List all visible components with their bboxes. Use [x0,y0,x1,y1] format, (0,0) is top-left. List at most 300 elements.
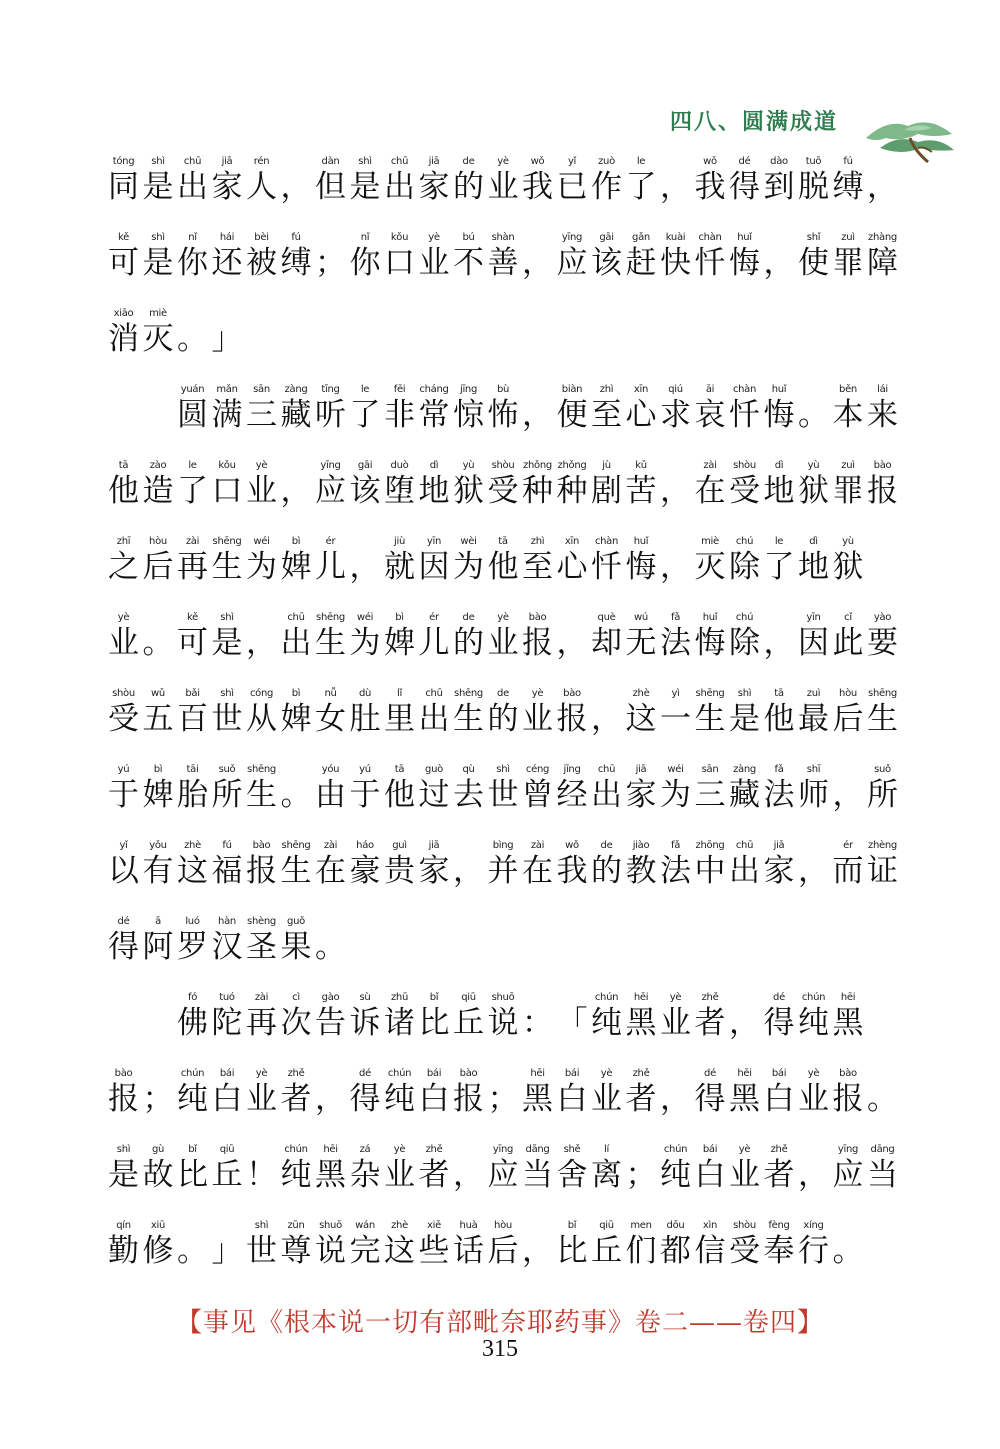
hanzi: 心 [556,549,588,585]
pinyin: gāi [357,460,373,471]
hanzi: 缚 [280,245,312,281]
hanzi: 被 [246,245,277,281]
pinyin: zhī [116,536,131,547]
pinyin: bái [219,1068,235,1079]
pinyin: shēng [316,612,345,623]
pinyin: zài [323,840,338,851]
pinyin: guò [425,764,443,775]
pinyin: zhèng [868,840,897,851]
hanzi: 婢 [142,777,174,813]
hanzi: 生 [453,701,484,737]
hanzi: 「 [556,1005,588,1041]
hanzi: 非 [384,397,415,433]
pinyin: shēng [212,536,242,547]
hanzi: 家 [418,169,450,205]
pinyin: shēng [247,764,276,775]
hanzi: 可 [108,245,139,281]
hanzi: 白 [418,1081,450,1117]
pinyin: zào [149,460,167,471]
hanzi: 经 [556,777,588,813]
pinyin: shì [220,612,234,623]
pinyin: chū [597,764,616,775]
pinyin: shòu [733,1220,756,1231]
hanzi: 的 [453,169,484,205]
pinyin: yào [873,612,892,623]
hanzi: 百 [177,701,208,737]
hanzi: 出 [591,777,622,813]
page-number: 315 [482,1336,518,1362]
hanzi: 世 [246,1233,277,1269]
pinyin: bái [771,1068,787,1079]
pinyin: yóu [321,764,340,775]
hanzi: 五 [142,701,174,737]
pinyin: jiù [394,536,405,547]
pinyin: suǒ [218,764,236,775]
pinyin: chún [180,1068,205,1079]
pinyin: bìng [492,840,514,851]
char-cell [865,840,900,889]
hanzi: 白 [211,1081,243,1117]
pinyin: yè [669,992,682,1003]
pinyin: chú [735,612,754,623]
pinyin: jiā [773,840,785,851]
hanzi: 黑 [832,1005,864,1041]
pinyin: dào [770,156,788,167]
hanzi: 是 [349,169,381,205]
chapter-title: 四八、圆满成道 [670,109,839,135]
pinyin: zài [254,992,269,1003]
pinyin: dì [774,460,784,471]
hanzi: 造 [142,473,174,509]
pinyin: gào [321,992,340,1003]
hanzi: 灭 [694,549,726,585]
char-cell [831,1068,866,1117]
pinyin: le [636,156,646,167]
hanzi: 这 [384,1233,415,1269]
pinyin: shòu [112,688,135,699]
pinyin: xiē [427,1220,441,1231]
pinyin: rén [253,156,270,167]
pinyin: bú [462,232,475,243]
pinyin: wǔ [151,688,165,699]
pinyin: jù [602,460,611,471]
hanzi: 。 [280,777,312,813]
char-cell [279,916,314,965]
hanzi: 他 [487,549,519,585]
pinyin: yù [462,460,475,471]
hanzi: 陀 [211,1005,243,1041]
pinyin: yè [428,232,440,243]
hanzi: ， [729,1005,760,1041]
pinyin: chū [735,840,754,851]
hanzi: ， [660,473,691,509]
char-cell [244,764,279,813]
hanzi: 是 [142,169,174,205]
pinyin: duò [390,460,409,471]
hanzi: 在 [522,853,553,889]
pinyin: bào [114,1068,133,1079]
hanzi: 悔 [625,549,657,585]
pinyin: bào [252,840,271,851]
hanzi: 堕 [384,473,415,509]
hanzi: 罪 [832,245,864,281]
hanzi: 惊 [453,397,484,433]
hanzi: 诉 [349,1005,381,1041]
hanzi: 报 [453,1081,484,1117]
pinyin: de [462,612,475,623]
hanzi: 到 [763,169,795,205]
hanzi: 报 [867,473,898,509]
hanzi: 者 [763,1157,795,1193]
char-cell [106,1068,141,1117]
hanzi: 业 [729,1157,760,1193]
pinyin: zūn [287,1220,305,1231]
hanzi: 快 [660,245,691,281]
pinyin: hēi [633,992,649,1003]
hanzi: 报 [108,1081,139,1117]
pinyin: dāng [525,1144,550,1155]
pinyin: dōu [666,1220,685,1231]
hanzi: 业 [522,701,553,737]
hanzi: 受 [729,1233,760,1269]
pinyin: shàn [491,232,515,243]
hanzi: 口 [211,473,243,509]
pinyin: miè [701,536,719,547]
hanzi: 。 [315,929,346,965]
hanzi: 纯 [591,1005,622,1041]
pinyin: wèi [460,536,477,547]
hanzi: 罗 [177,929,208,965]
hanzi: 黑 [315,1157,346,1193]
pinyin: shǐ [806,232,821,243]
hanzi: 当 [867,1157,898,1193]
hanzi: 狱 [798,473,829,509]
pinyin: yīn [806,612,821,623]
hanzi: 狱 [832,549,864,585]
hanzi: 因 [418,549,450,585]
hanzi: 杂 [349,1157,381,1193]
hanzi: 善 [487,245,519,281]
hanzi: 除 [729,549,760,585]
hanzi: 至 [522,549,553,585]
hanzi: 曾 [522,777,553,813]
hanzi: 的 [591,853,622,889]
pinyin: zàng [284,384,308,395]
hanzi: 本 [832,397,864,433]
pinyin: shuō [319,1220,342,1231]
hanzi: 业 [246,473,277,509]
hanzi: 应 [487,1157,519,1193]
pinyin: bǐ [188,1144,197,1155]
pinyin: zhōng [695,840,725,851]
hanzi: ， [591,701,622,737]
hanzi: 得 [729,169,760,205]
pinyin: yè [807,1068,820,1079]
pinyin: chún [663,1144,688,1155]
hanzi: 比 [418,1005,450,1041]
pinyin: chàn [732,384,757,395]
hanzi: 应 [832,1157,864,1193]
char-cell [762,840,797,889]
char-cell [865,384,900,433]
hanzi: ， [280,473,312,509]
char-cell [486,384,521,433]
hanzi: 要 [867,625,898,661]
hanzi: 口 [384,245,415,281]
hanzi: 业 [108,625,139,661]
pinyin: bì [395,612,404,623]
pinyin: kě [187,612,198,623]
hanzi: 尊 [280,1233,312,1269]
pinyin: le [360,384,370,395]
pinyin: fǎ [774,764,784,775]
pinyin: yè [393,1144,406,1155]
pinyin: wú [634,612,648,623]
hanzi: 了 [625,169,657,205]
char-cell [417,1144,452,1193]
pinyin: yù [807,460,820,471]
hanzi: 婢 [280,549,312,585]
char-cell [865,232,900,281]
pinyin: huǐ [633,536,649,547]
pinyin: shì [737,688,752,699]
pinyin: dé [773,992,785,1003]
pinyin: le [774,536,784,547]
hanzi: 狱 [453,473,484,509]
pinyin: huà [459,1220,478,1231]
pinyin: bái [426,1068,442,1079]
pinyin: qiū [219,1144,235,1155]
pinyin: chū [425,688,443,699]
hanzi: 。 [177,1233,208,1269]
hanzi: 藏 [280,397,312,433]
pinyin: hēi [840,992,856,1003]
hanzi: 忏 [694,245,726,281]
pinyin: yè [497,156,509,167]
pinyin: luó [185,916,200,927]
pinyin: yè [497,612,509,623]
hanzi: 次 [280,1005,312,1041]
pinyin: yīn [426,536,442,547]
pinyin: qiū [461,992,476,1003]
pinyin: sān [701,764,719,775]
char-cell [451,1068,486,1117]
pinyin: biàn [561,384,583,395]
hanzi: 出 [177,169,208,205]
hanzi: 说 [487,1005,519,1041]
char-cell [106,612,141,661]
pinyin: men [630,1220,652,1231]
char-cell [865,612,900,661]
hanzi: 圣 [246,929,277,965]
pinyin: xiū [150,1220,166,1231]
hanzi: 当 [522,1157,553,1193]
hanzi: 应 [556,245,588,281]
hanzi: 地 [418,473,450,509]
hanzi: 藏 [729,777,760,813]
hanzi: 同 [108,169,139,205]
pinyin: què [597,612,616,623]
hanzi: 肚 [349,701,381,737]
hanzi: 之 [108,549,139,585]
pinyin: fǎ [670,612,681,623]
char-cell [589,1144,624,1193]
pinyin: tóng [112,156,135,167]
pinyin: hòu [494,1220,512,1231]
hanzi: 里 [384,701,415,737]
hanzi: ， [867,169,898,205]
char-cell [210,612,245,661]
pinyin: shě [563,1144,581,1155]
pinyin: kuài [665,232,686,243]
pinyin: yīng [561,232,583,243]
pinyin: suǒ [874,764,891,775]
pinyin: dé [738,156,751,167]
pinyin: shì [151,156,165,167]
pinyin: shòu [733,460,756,471]
char-cell [313,536,348,585]
char-cell [210,1144,245,1193]
hanzi: 出 [384,169,415,205]
hanzi: 的 [453,625,484,661]
char-cell [486,232,521,281]
char-cell [865,764,900,813]
pinyin: chún [594,992,619,1003]
pinyin: xìn [702,1220,718,1231]
pinyin: háo [356,840,374,851]
hanzi: 满 [211,397,243,433]
pinyin: bì [153,764,163,775]
hanzi: 法 [660,625,691,661]
hanzi: 报 [522,625,553,661]
hanzi: 者 [625,1081,657,1117]
hanzi: 」 [211,1233,243,1269]
hanzi: 他 [763,701,795,737]
pinyin: de [600,840,613,851]
pinyin: bào [528,612,547,623]
hanzi: 业 [487,169,519,205]
hanzi: ， [453,1157,484,1193]
hanzi: 出 [418,701,450,737]
pinyin: hēi [737,1068,752,1079]
pinyin: miè [149,308,167,319]
hanzi: 报 [556,701,588,737]
pinyin: yǒu [149,840,167,851]
hanzi: 的 [487,701,519,737]
hanzi: 使 [798,245,829,281]
hanzi: 为 [349,625,381,661]
hanzi: 儿 [315,549,346,585]
pinyin: jiào [632,840,650,851]
pinyin: tuó [219,992,235,1003]
hanzi: 业 [246,1081,277,1117]
hanzi: 作 [591,169,622,205]
hanzi: 三 [246,397,277,433]
pinyin: yuán [180,384,205,395]
pinyin: yè [738,1144,751,1155]
pinyin: tā [118,460,129,471]
hanzi: ， [522,397,553,433]
pinyin: le [188,460,197,471]
pinyin: yǐ [567,156,577,167]
pinyin: ér [843,840,853,851]
hanzi: 诸 [384,1005,415,1041]
pinyin: shèng [247,916,276,927]
hanzi: 一 [660,701,691,737]
hanzi: 得 [694,1081,726,1117]
hanzi: ， [522,245,553,281]
pinyin: shì [254,1220,269,1231]
hanzi: 纯 [280,1157,312,1193]
hanzi: 些 [418,1233,450,1269]
pinyin: dé [359,1068,371,1079]
hanzi: ， [349,549,381,585]
pinyin: zhè [391,1220,408,1231]
hanzi: 悔 [729,245,760,281]
hanzi: 为 [246,549,277,585]
pinyin: dé [117,916,130,927]
hanzi: 受 [487,473,519,509]
hanzi: ， [246,625,277,661]
hanzi: 了 [763,549,795,585]
pinyin: fèng [768,1220,790,1231]
hanzi: 应 [315,473,346,509]
pinyin: chū [287,612,305,623]
pinyin: dì [809,536,818,547]
hanzi: 报 [246,853,277,889]
pinyin: wǒ [565,840,579,851]
hanzi: 却 [591,625,622,661]
hanzi: ， [660,169,691,205]
char-cell [865,1144,900,1193]
hanzi: 为 [453,549,484,585]
hanzi: 者 [280,1081,312,1117]
hanzi: 教 [625,853,657,889]
hanzi: ： [522,1005,553,1041]
hanzi: 过 [418,777,450,813]
pinyin: bào [563,688,581,699]
pinyin: zuì [806,688,821,699]
pinyin: chú [735,536,754,547]
pinyin: fú [843,156,853,167]
pinyin: sān [253,384,270,395]
hanzi: 后 [142,549,174,585]
pinyin: wǒ [530,156,545,167]
hanzi: 去 [453,777,484,813]
hanzi: 生 [280,853,312,889]
pinyin: fēi [393,384,406,395]
pinyin: shì [151,232,165,243]
hanzi: 婢 [280,701,312,737]
pinyin: hēi [323,1144,338,1155]
hanzi: 我 [556,853,588,889]
pinyin: cǐ [844,612,852,623]
pinyin: fó [187,992,198,1003]
hanzi: 于 [349,777,381,813]
pinyin: wán [355,1220,375,1231]
hanzi: 儿 [418,625,450,661]
pinyin: yì [671,688,680,699]
pinyin: zhǒng [523,460,552,471]
pinyin: jīng [563,764,581,775]
hanzi: 得 [349,1081,381,1117]
pinyin: zài [703,460,717,471]
pinyin: nǐ [188,232,197,243]
hanzi: 出 [280,625,312,661]
pinyin: zhǒng [557,460,587,471]
pinyin: ér [429,612,439,623]
pinyin: hòu [149,536,167,547]
